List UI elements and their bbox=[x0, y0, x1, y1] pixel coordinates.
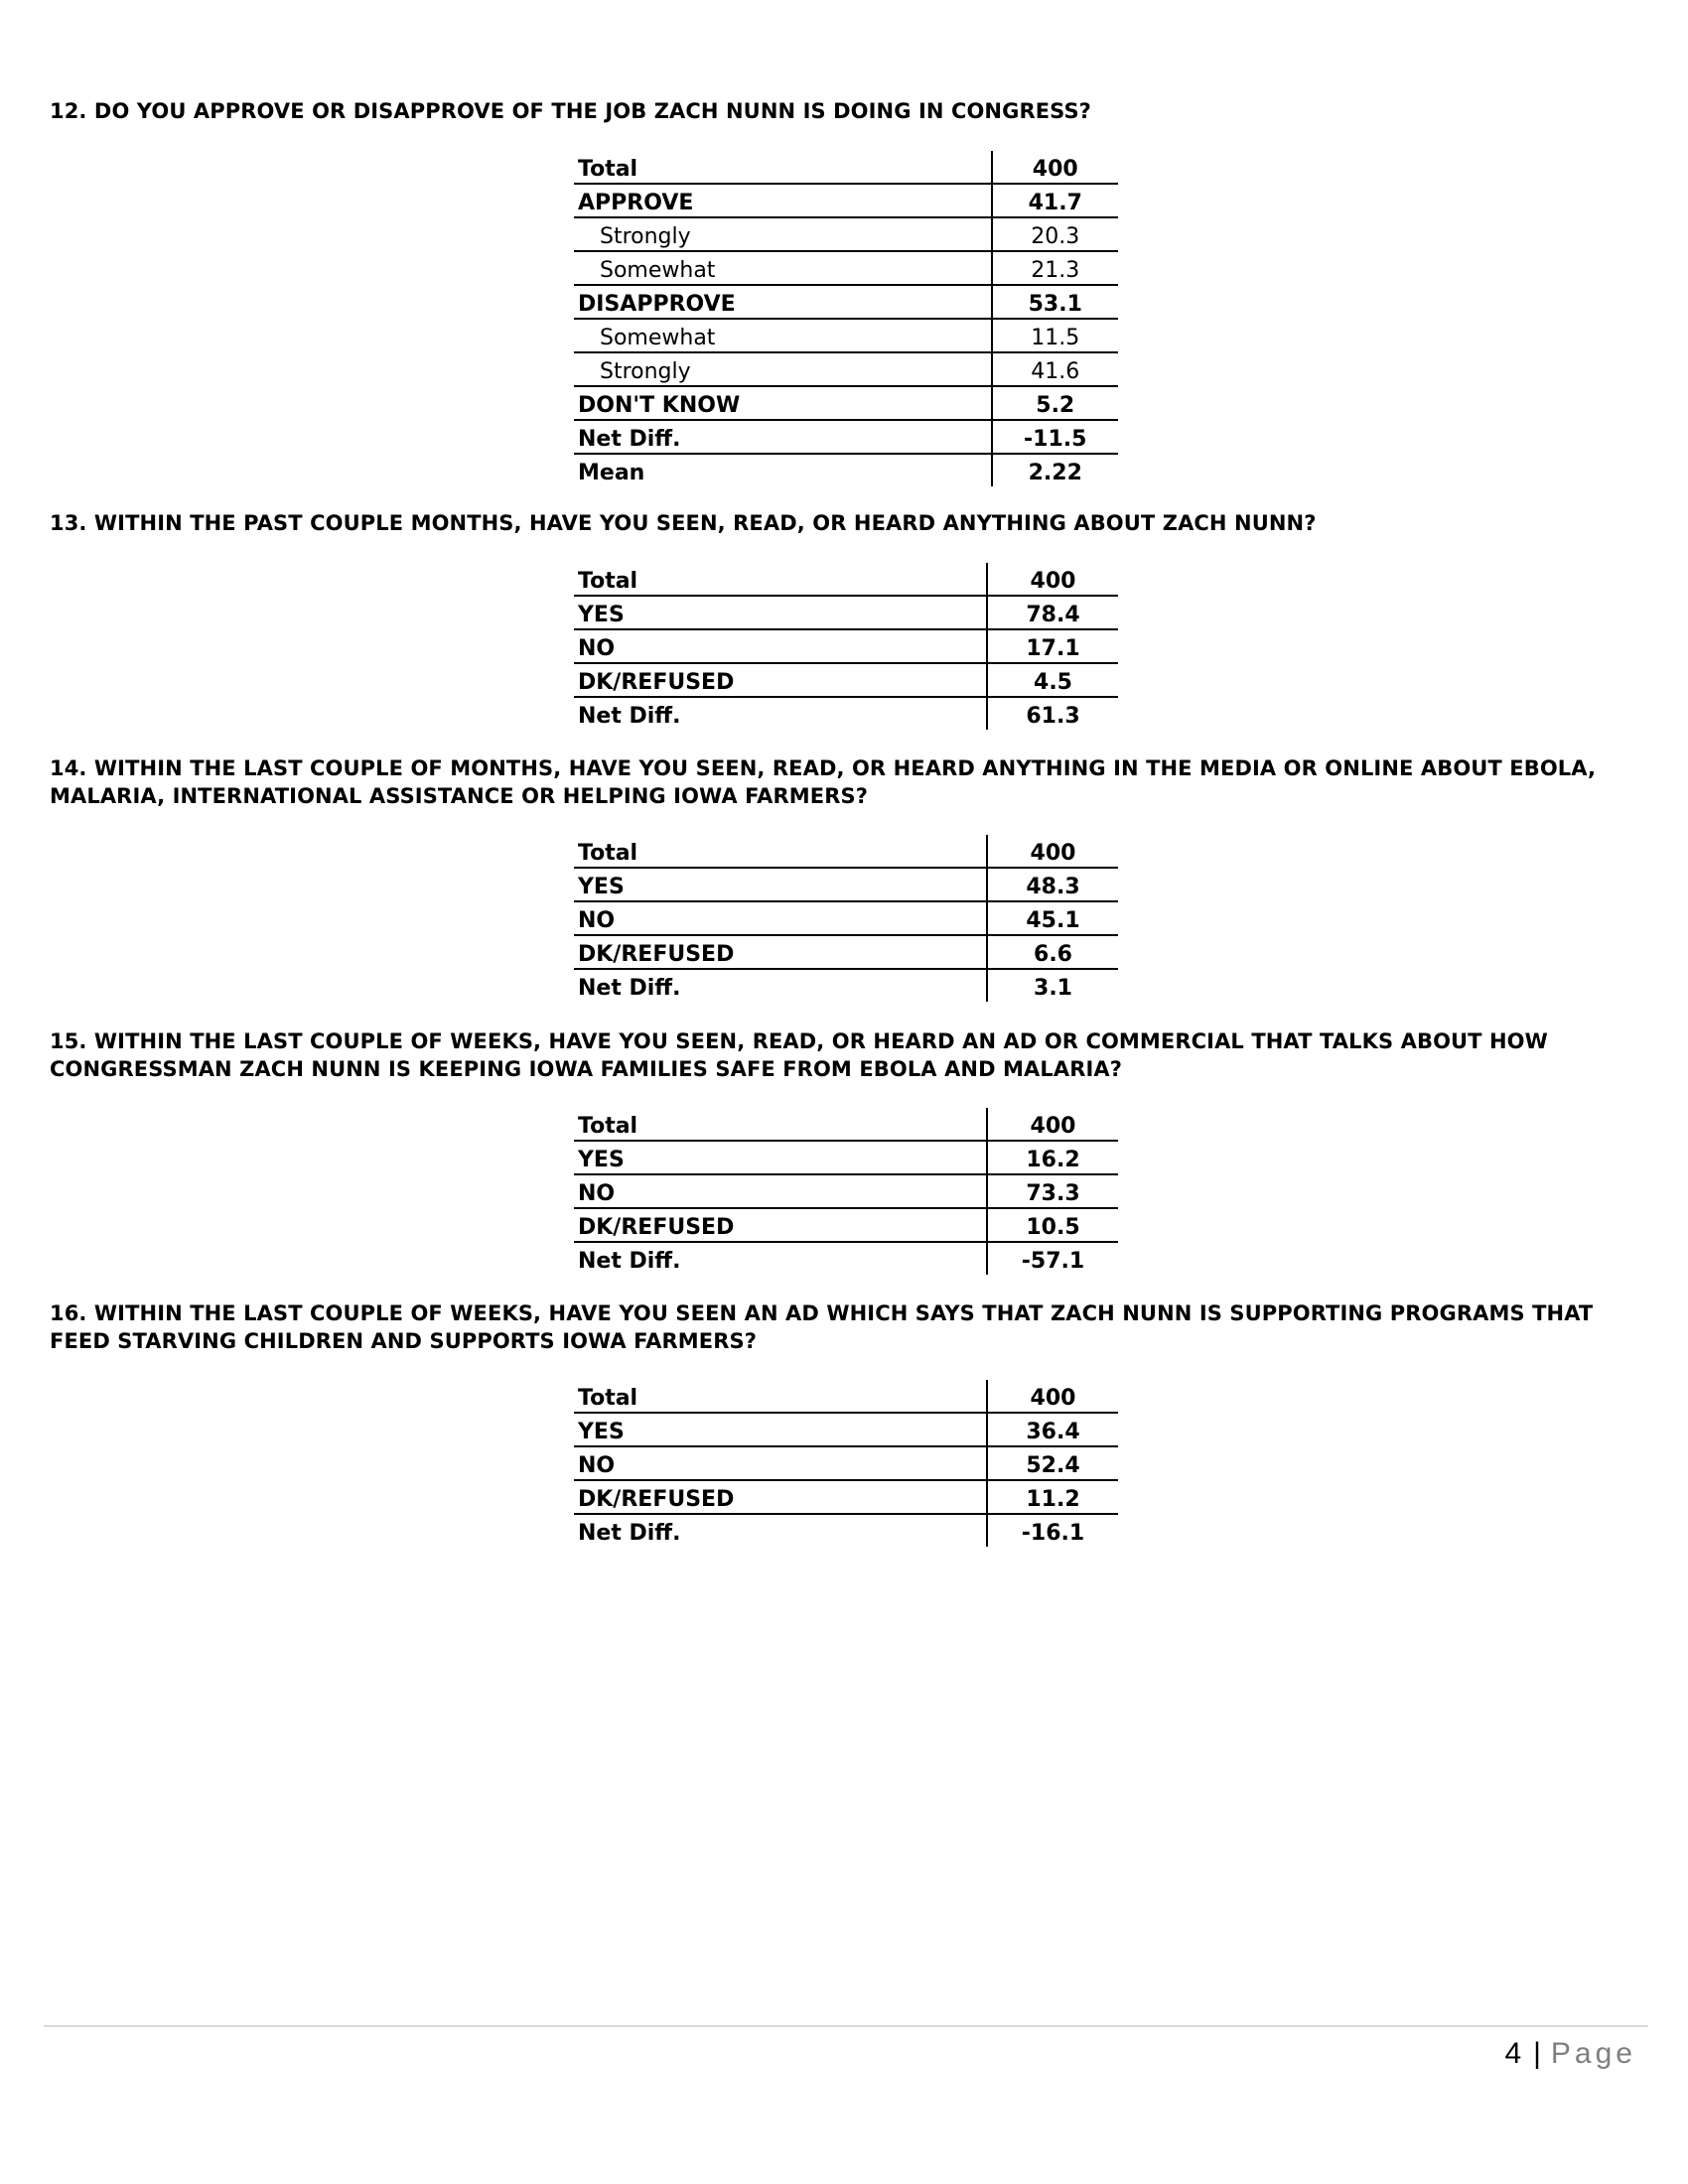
row-label: Net Diff. bbox=[578, 704, 681, 729]
page-separator: | bbox=[1533, 2037, 1541, 2070]
table-row bbox=[574, 563, 1118, 596]
row-label: Total bbox=[574, 563, 987, 596]
row-value: 6.6 bbox=[987, 935, 1118, 969]
table-row bbox=[574, 1141, 1118, 1174]
question-14-text: 14. WITHIN THE LAST COUPLE OF MONTHS, HAVE YOU SEEN, READ, OR HEARD ANYTHING IN THE MEDIA OR ONLINE ABOUT EBOLA, MALARIA, INTERNATIONAL ASSISTANCE OR HELPING IOWA FARMERS? bbox=[50, 756, 1597, 808]
question-16-table bbox=[574, 1380, 1118, 1547]
row-label: NO bbox=[574, 1446, 987, 1480]
row-label: DK/REFUSED bbox=[574, 1480, 987, 1514]
row-value: 21.3 bbox=[992, 251, 1118, 285]
row-value: 48.3 bbox=[987, 868, 1118, 901]
table-row bbox=[574, 454, 1118, 486]
row-label: DON'T KNOW bbox=[574, 386, 992, 420]
table-row bbox=[574, 935, 1118, 969]
table-row bbox=[574, 251, 1118, 285]
table-row bbox=[574, 1480, 1118, 1514]
row-label: Mean bbox=[578, 461, 645, 485]
table-row bbox=[574, 151, 1118, 184]
row-value: 20.3 bbox=[992, 217, 1118, 251]
row-label: YES bbox=[574, 1413, 987, 1446]
row-value: 10.5 bbox=[987, 1208, 1118, 1242]
table-row bbox=[574, 420, 1118, 454]
row-label: NO bbox=[574, 1174, 987, 1208]
row-label: YES bbox=[574, 1141, 987, 1174]
row-value: 73.3 bbox=[987, 1174, 1118, 1208]
row-value: 36.4 bbox=[987, 1413, 1118, 1446]
row-label: Total bbox=[574, 1380, 987, 1413]
row-label: Total bbox=[574, 151, 992, 184]
row-label: YES bbox=[574, 596, 987, 629]
table-row bbox=[574, 1242, 1118, 1275]
row-value: 16.2 bbox=[987, 1141, 1118, 1174]
table-row bbox=[574, 629, 1118, 663]
row-value: 2.22 bbox=[992, 454, 1118, 486]
row-value: 41.6 bbox=[992, 352, 1118, 386]
table-row bbox=[574, 1380, 1118, 1413]
table-row bbox=[574, 1514, 1118, 1547]
table-row bbox=[574, 285, 1118, 319]
row-label: DK/REFUSED bbox=[574, 663, 987, 697]
row-label: Somewhat bbox=[574, 251, 992, 285]
table-row bbox=[574, 1446, 1118, 1480]
table-row bbox=[574, 868, 1118, 901]
row-label: DK/REFUSED bbox=[574, 1208, 987, 1242]
row-value: 41.7 bbox=[992, 184, 1118, 217]
table-row bbox=[574, 1413, 1118, 1446]
table-row bbox=[574, 184, 1118, 217]
row-value: -57.1 bbox=[987, 1242, 1118, 1275]
question-16-text: 16. WITHIN THE LAST COUPLE OF WEEKS, HAVE YOU SEEN AN AD WHICH SAYS THAT ZACH NUNN IS SUPPORTING PROGRAMS THAT FEED STARVING CHILDREN AND SUPPORTS IOWA FARMERS? bbox=[50, 1301, 1594, 1353]
row-value: 52.4 bbox=[987, 1446, 1118, 1480]
row-value: 78.4 bbox=[987, 596, 1118, 629]
row-label: Net Diff. bbox=[578, 1521, 681, 1546]
question-15-table bbox=[574, 1108, 1118, 1275]
row-value: 3.1 bbox=[987, 969, 1118, 1002]
row-label: Net Diff. bbox=[574, 420, 992, 454]
row-value: -16.1 bbox=[987, 1514, 1118, 1547]
row-label: Total bbox=[574, 1108, 987, 1141]
row-label: Net Diff. bbox=[578, 976, 681, 1001]
page-number-footer bbox=[1504, 2037, 1636, 2071]
row-value: 45.1 bbox=[987, 901, 1118, 935]
row-value: 61.3 bbox=[987, 697, 1118, 730]
footer-divider bbox=[44, 2025, 1648, 2027]
row-value: 400 bbox=[987, 1108, 1118, 1141]
table-row bbox=[574, 1208, 1118, 1242]
table-row bbox=[574, 901, 1118, 935]
table-row bbox=[574, 835, 1118, 868]
question-12-table bbox=[574, 151, 1118, 486]
row-label: Strongly bbox=[574, 352, 992, 386]
table-row bbox=[574, 663, 1118, 697]
table-row bbox=[574, 352, 1118, 386]
table-row bbox=[574, 697, 1118, 730]
row-value: 400 bbox=[987, 1380, 1118, 1413]
row-value: 11.2 bbox=[987, 1480, 1118, 1514]
row-label: APPROVE bbox=[574, 184, 992, 217]
row-label: NO bbox=[574, 901, 987, 935]
table-row bbox=[574, 969, 1118, 1002]
row-label: YES bbox=[574, 868, 987, 901]
row-label: NO bbox=[574, 629, 987, 663]
table-row bbox=[574, 1174, 1118, 1208]
question-13-text: 13. WITHIN THE PAST COUPLE MONTHS, HAVE YOU SEEN, READ, OR HEARD ANYTHING ABOUT ZACH NUNN? bbox=[50, 511, 1317, 535]
row-label: Net Diff. bbox=[578, 1249, 681, 1274]
table-row bbox=[574, 319, 1118, 352]
row-label: DK/REFUSED bbox=[574, 935, 987, 969]
row-value: 11.5 bbox=[992, 319, 1118, 352]
row-value: 5.2 bbox=[992, 386, 1118, 420]
question-12-text: 12. DO YOU APPROVE OR DISAPPROVE OF THE JOB ZACH NUNN IS DOING IN CONGRESS? bbox=[50, 99, 1091, 123]
page-number: 4 bbox=[1504, 2037, 1522, 2070]
row-value: 400 bbox=[987, 563, 1118, 596]
row-label: Total bbox=[574, 835, 987, 868]
row-value: 400 bbox=[987, 835, 1118, 868]
row-value: 4.5 bbox=[987, 663, 1118, 697]
table-row bbox=[574, 217, 1118, 251]
row-value: -11.5 bbox=[992, 420, 1118, 454]
question-14-table bbox=[574, 835, 1118, 1002]
row-label: Somewhat bbox=[574, 319, 992, 352]
table-row bbox=[574, 596, 1118, 629]
row-value: 17.1 bbox=[987, 629, 1118, 663]
table-row bbox=[574, 1108, 1118, 1141]
question-13-table bbox=[574, 563, 1118, 730]
question-15-text: 15. WITHIN THE LAST COUPLE OF WEEKS, HAVE YOU SEEN, READ, OR HEARD AN AD OR COMMERCIAL THAT TALKS ABOUT HOW CONGRESSMAN ZACH NUNN IS KEEPING IOWA FAMILIES SAFE FROM EBOLA AND MALARIA? bbox=[50, 1029, 1548, 1081]
row-value: 53.1 bbox=[992, 285, 1118, 319]
row-value: 400 bbox=[992, 151, 1118, 184]
page-label: Page bbox=[1550, 2037, 1636, 2070]
row-label: Strongly bbox=[574, 217, 992, 251]
row-label: DISAPPROVE bbox=[574, 285, 992, 319]
table-row bbox=[574, 386, 1118, 420]
